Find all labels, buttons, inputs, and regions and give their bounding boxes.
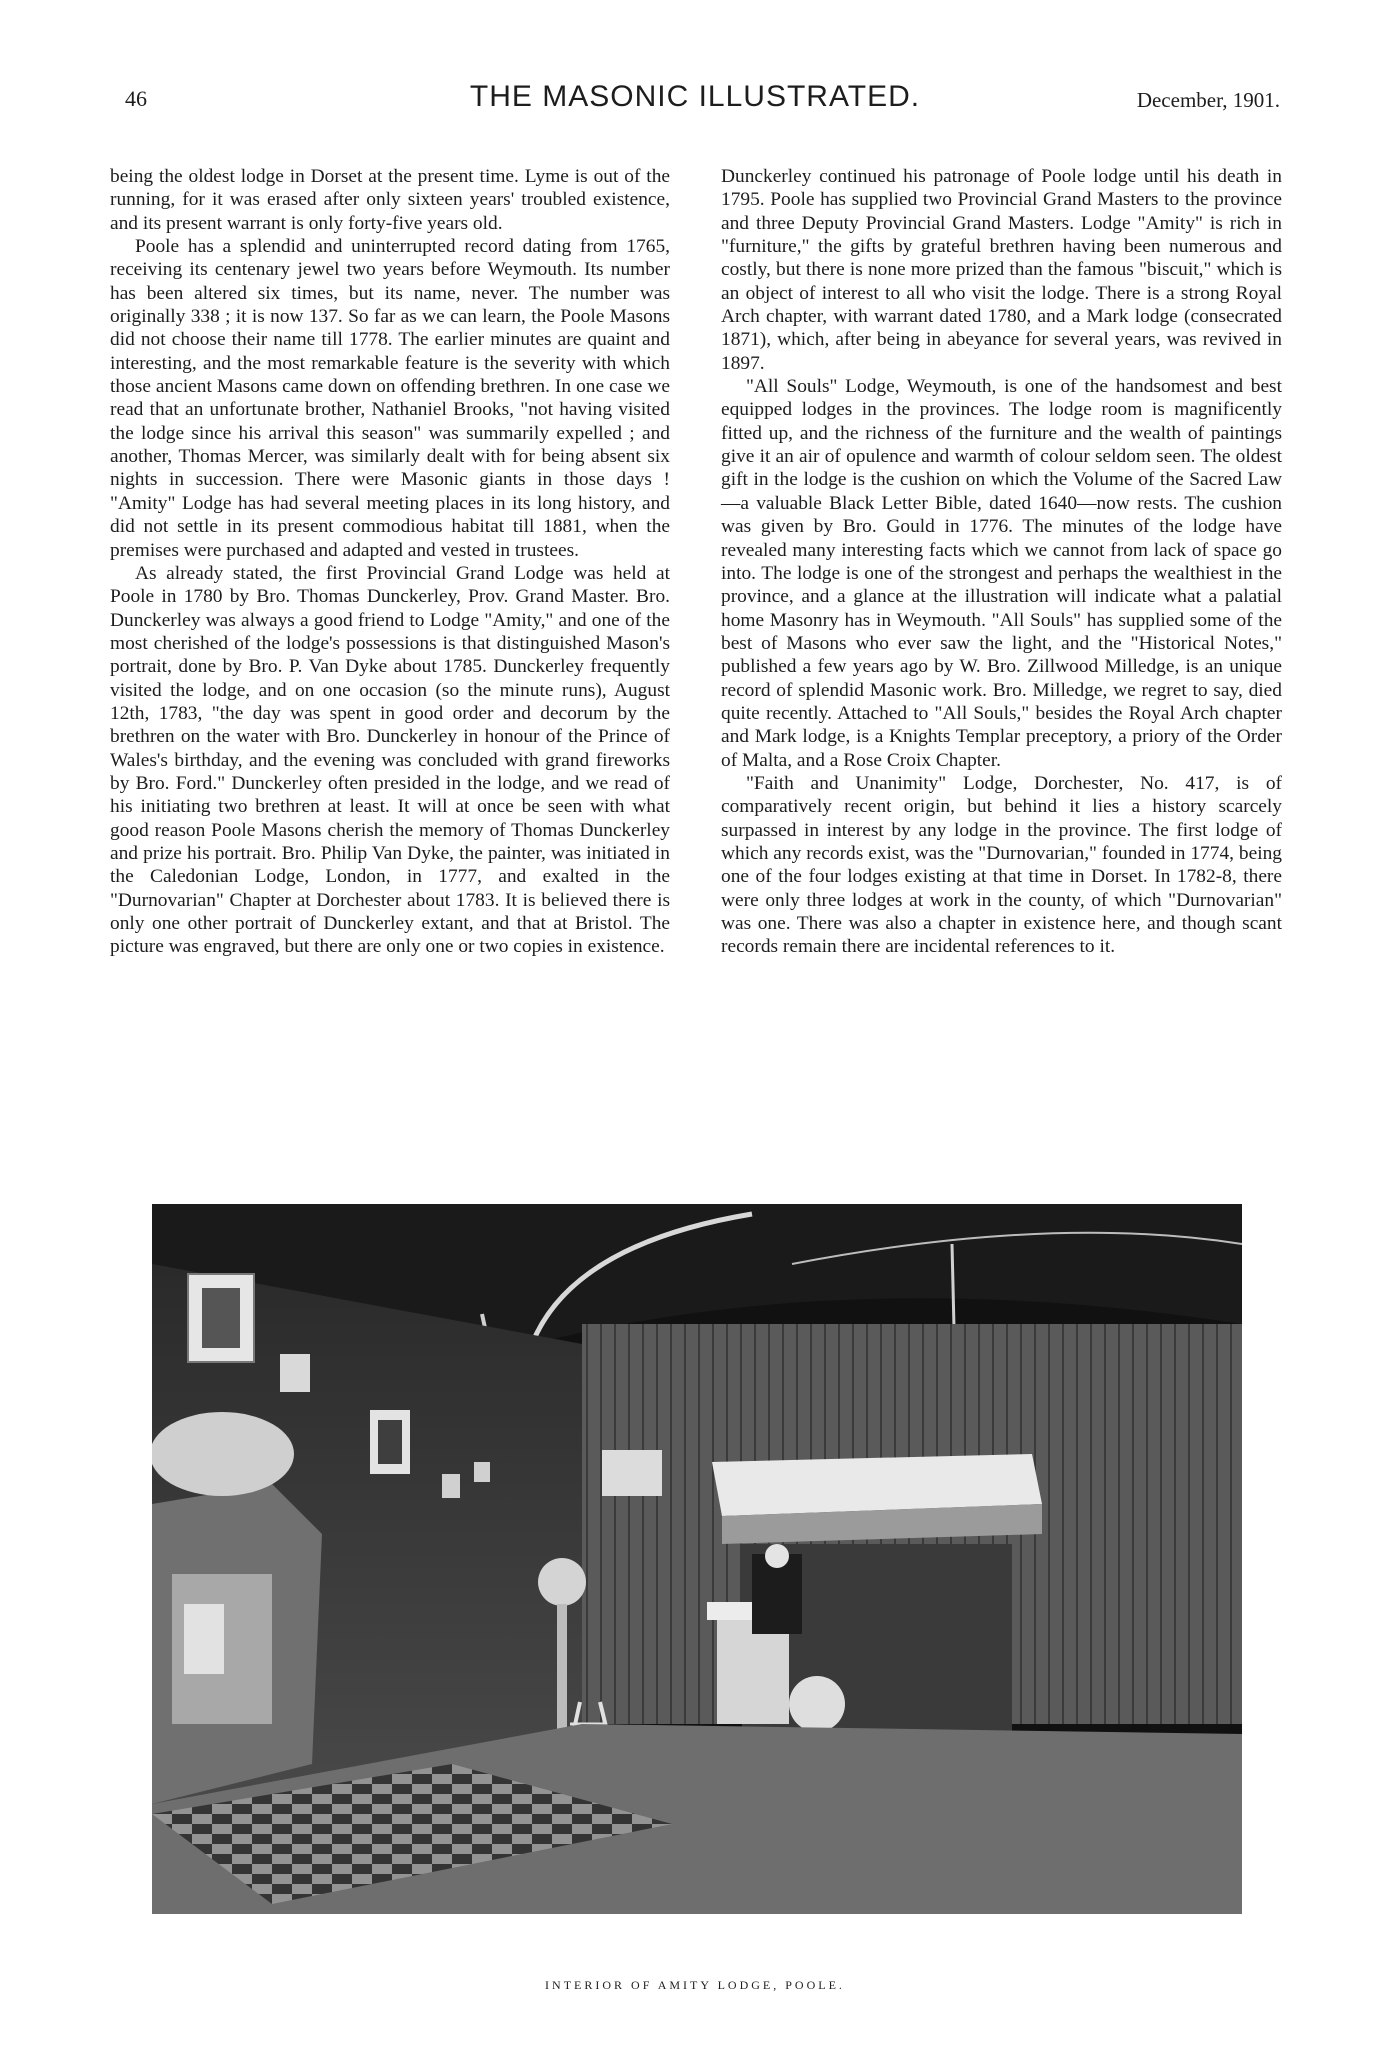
paragraph: As already stated, the first Provincial Grand Lodge was held at Poole in 1780 by Bro. Thomas Dunckerley, Prov. Grand Master. Bro. Dunckerley was always a good friend to Lodge "Amity," and one of the most cherished of the lodge's possessions is that distinguished Mason's portrait, done by Bro. P. Van Dyke about 1785. Dunckerley frequently visited the lodge, and on one occasion (so the minute runs), August 12th, 1783, "the day was spent in good order and decorum by the brethren on the water with Bro. Dunckerley in honour of the Prince of Wales's birthday, and the evening was concluded with grand fireworks by Bro. Ford." Dunckerley often presided in the lodge, and we read of his initiating two brethren at least. It will at once be seen with what good reason Poole Masons cherish the memory of Thomas Dunckerley and prize his portrait. Bro. Philip Van Dyke, the painter, was initiated in the Caledonian Lodge, London, in 1777, and exalted in the "Durnovarian" Chapter at Dorchester about 1783. It is believed there is only one other portrait of Dunckerley extant, and that at Bristol. The picture was engraved, but there are only one or two copies in existence.: [110, 562, 670, 958]
photo-caption: INTERIOR OF AMITY LODGE, POOLE.: [545, 1978, 845, 1992]
paragraph: Dunckerley continued his patronage of Poole lodge until his death in 1795. Poole has supplied two Provincial Grand Masters to the province and three Deputy Provincial Grand Masters. Lodge "Amity" is rich in "furniture," the gifts by grateful brethren having been numerous and costly, but there is none more prized than the famous "biscuit," which is an object of interest to all who visit the lodge. There is a strong Royal Arch chapter, with warrant dated 1780, and a Mark lodge (consecrated 1871), which, after being in abeyance for several years, was revived in 1897.: [721, 166, 1282, 374]
paragraph: being the oldest lodge in Dorset at the present time. Lyme is out of the running, for it was erased after only sixteen years' troubled existence, and its present warrant is only forty-five years old.: [110, 166, 670, 234]
issue-date: December, 1901.: [1136, 88, 1280, 112]
lodge-interior-photograph: [152, 1204, 1242, 1914]
paragraph: "All Souls" Lodge, Weymouth, is one of the handsomest and best equipped lodges in the provinces. The lodge room is magnificently fitted up, and the richness of the furniture and the wealth of paintings give it an air of opulence and warmth of colour seldom seen. The oldest gift in the lodge is the cushion on which the Volume of the Sacred Law—a valuable Black Letter Bible, dated 1640—now rests. The cushion was given by Bro. Gould in 1776. The minutes of the lodge have revealed many interesting facts which we cannot from lack of space go into. The lodge is one of the strongest and perhaps the wealthiest in the province, and a glance at the illustration will indicate what a palatial home Masonry has in Weymouth. "All Souls" has supplied some of the best of Masons who ever saw the light, and the "Historical Notes," published a few years ago by W. Bro. Zillwood Milledge, is an unique record of splendid Masonic work. Bro. Milledge, we regret to say, died quite recently. Attached to "All Souls," besides the Royal Arch chapter and Mark lodge, is a Knights Templar preceptory, a priory of the Order of Malta, and a Rose Croix Chapter.: [721, 376, 1282, 771]
lodge-interior-image: [152, 1204, 1242, 1914]
paragraph: Poole has a splendid and uninterrupted record dating from 1765, receiving its centenary jewel two years before Weymouth. Its number has been altered six times, but its name, never. The number was originally 338 ; it is now 137. So far as we can learn, the Poole Masons did not choose their name till 1778. The earlier minutes are quaint and interesting, and the most remarkable feature is the severity with which those ancient Masons came down on offending brethren. In one case we read that an unfortunate brother, Nathaniel Brooks, "not having visited the lodge since his arrival this season" was summarily expelled ; and another, Thomas Mercer, was similarly dealt with for being absent six nights in succession. There were Masonic giants in those days ! "Amity" Lodge has had several meeting places in its long history, and did not settle in its present commodious habitat till 1881, when the premises were purchased and adapted and vested in trustees.: [110, 236, 670, 561]
paragraph: "Faith and Unanimity" Lodge, Dorchester, No. 417, is of comparatively recent origin, but behind it lies a history scarcely surpassed in interest by any lodge in the province. The first lodge of which any records exist, was the "Durnovarian," founded in 1774, being one of the four lodges existing at that time in Dorset. In 1782-8, there were only three lodges at work in the county, of which "Durnovarian" was one. There was also a chapter in existence here, and though scant records remain there are incidental references to it.: [721, 772, 1282, 958]
right-column: [721, 165, 1282, 959]
publication-title: THE MASONIC ILLUSTRATED.: [469, 80, 921, 113]
page-number: 46: [125, 86, 147, 111]
left-column: [110, 165, 670, 959]
